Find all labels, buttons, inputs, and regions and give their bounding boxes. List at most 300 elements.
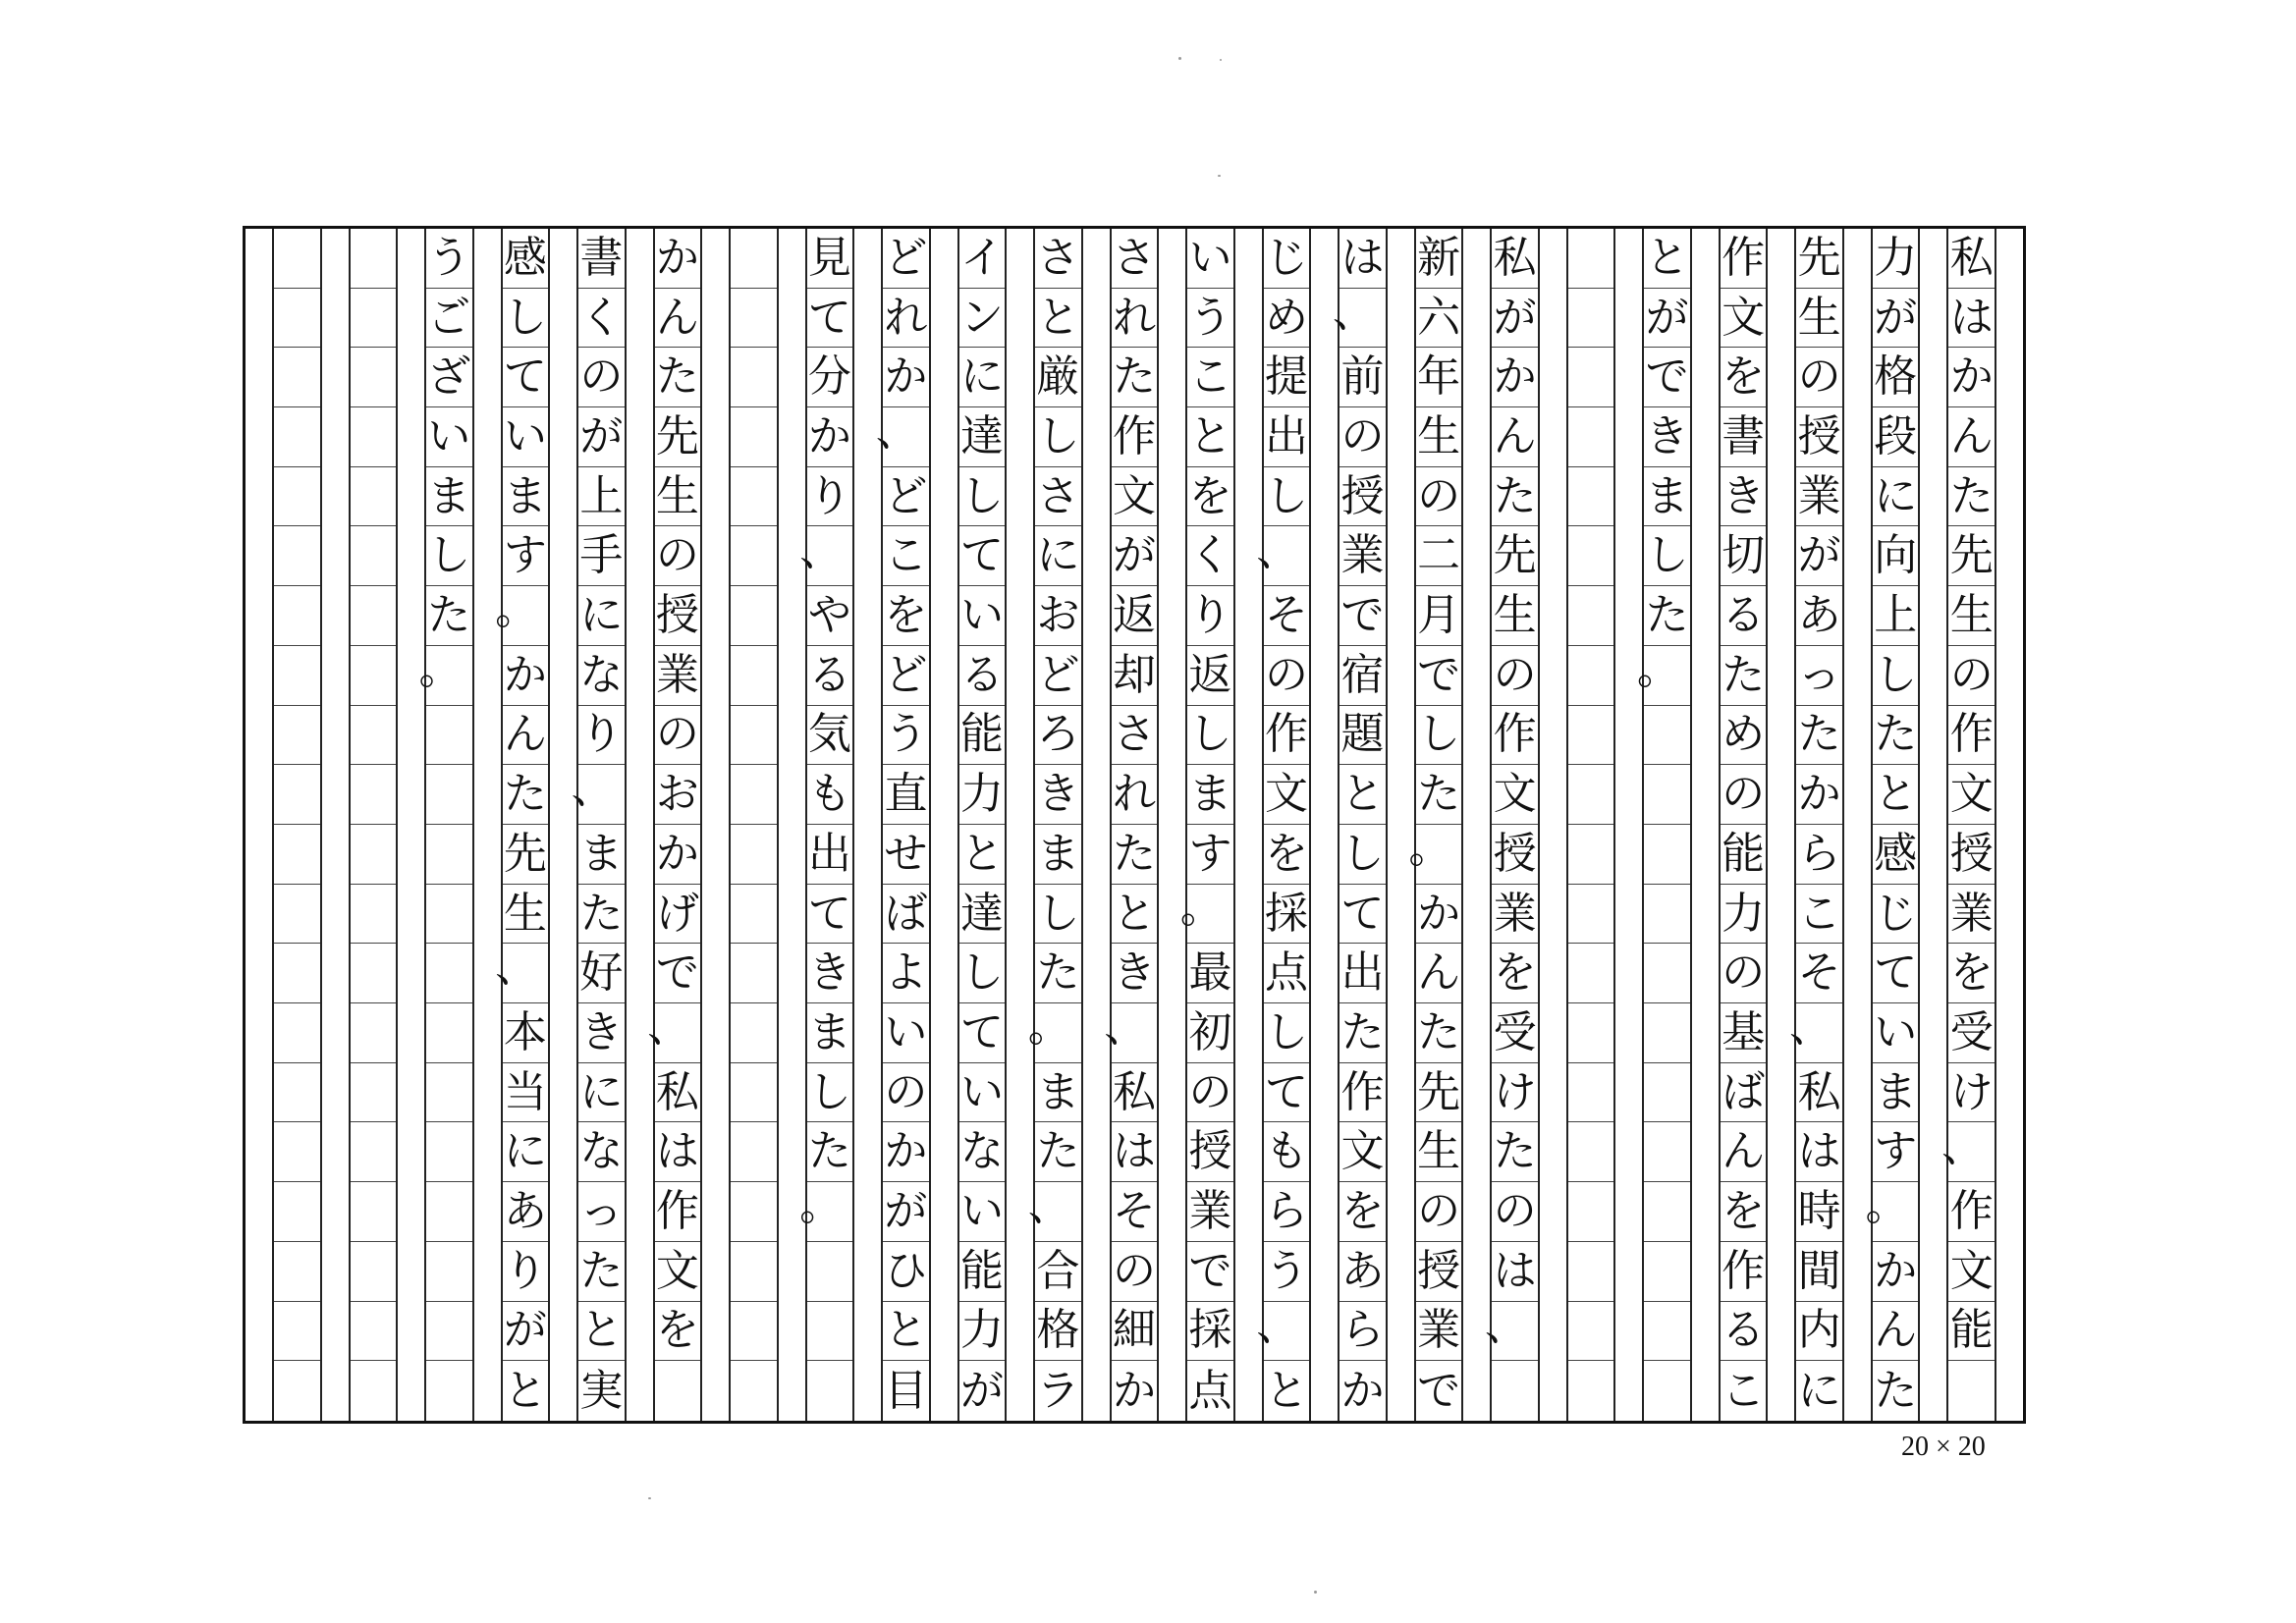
- manuscript-cell: の: [883, 1063, 929, 1123]
- manuscript-cell: 感: [1873, 825, 1919, 885]
- manuscript-cell: 出: [1339, 944, 1386, 1003]
- manuscript-cell: [351, 825, 397, 885]
- manuscript-cell: れ: [1112, 289, 1158, 349]
- manuscript-cell: ま: [426, 467, 472, 527]
- manuscript-cell: 見: [807, 229, 853, 289]
- manuscript-cell: 書: [578, 229, 625, 289]
- manuscript-cell: 力: [959, 765, 1006, 825]
- manuscript-cell: 。: [1187, 885, 1233, 945]
- manuscript-cell: な: [578, 1123, 625, 1183]
- manuscript-cell: し: [1416, 706, 1462, 766]
- manuscript-cell: そ: [1264, 586, 1310, 646]
- manuscript-cell: ば: [1721, 1063, 1767, 1123]
- manuscript-cell: 授: [1796, 407, 1842, 467]
- manuscript-cell: [1568, 706, 1614, 766]
- manuscript-cell: の: [1796, 348, 1842, 407]
- manuscript-cell: [731, 706, 777, 766]
- manuscript-cell: で: [1187, 1242, 1233, 1302]
- manuscript-cell: 却: [1112, 646, 1158, 706]
- manuscript-column: [1179, 229, 1235, 1421]
- manuscript-cell: か: [807, 407, 853, 467]
- manuscript-cell: け: [1492, 1063, 1538, 1123]
- manuscript-cell: を: [1492, 944, 1538, 1003]
- manuscript-cell: ん: [655, 289, 701, 349]
- manuscript-cell: [1568, 1302, 1614, 1362]
- manuscript-cell: 授: [1339, 467, 1386, 527]
- manuscript-cell: た: [1873, 706, 1919, 766]
- manuscript-cell: た: [426, 586, 472, 646]
- manuscript-cell: ど: [883, 646, 929, 706]
- manuscript-cell: ど: [883, 467, 929, 527]
- manuscript-cell: ま: [503, 467, 549, 527]
- manuscript-column: [1484, 229, 1540, 1421]
- manuscript-column: [729, 229, 779, 1421]
- manuscript-cell: と: [1873, 765, 1919, 825]
- manuscript-cell: は: [1112, 1123, 1158, 1183]
- manuscript-cell: [1568, 1242, 1614, 1302]
- manuscript-cell: の: [1721, 944, 1767, 1003]
- manuscript-cell: 文: [1492, 765, 1538, 825]
- manuscript-cell: 先: [1492, 527, 1538, 587]
- manuscript-cell: [426, 1063, 472, 1123]
- manuscript-cell: 作: [1721, 1242, 1767, 1302]
- manuscript-cell: 文: [655, 1242, 701, 1302]
- manuscript-cell: か: [655, 825, 701, 885]
- manuscript-cell: 月: [1416, 586, 1462, 646]
- manuscript-cell: 、: [1339, 289, 1386, 349]
- manuscript-cell: [1568, 229, 1614, 289]
- manuscript-cell: [426, 706, 472, 766]
- manuscript-cell: ま: [1644, 467, 1690, 527]
- manuscript-cell: る: [1721, 586, 1767, 646]
- manuscript-cell: 分: [807, 348, 853, 407]
- manuscript-cell: に: [578, 586, 625, 646]
- manuscript-cell: 文: [1112, 467, 1158, 527]
- manuscript-cell: 点: [1264, 944, 1310, 1003]
- manuscript-cell: で: [1644, 348, 1690, 407]
- manuscript-cell: り: [578, 706, 625, 766]
- manuscript-cell: ラ: [1036, 1365, 1080, 1416]
- manuscript-cell: が: [1112, 527, 1158, 587]
- manuscript-column: [957, 229, 1008, 1421]
- manuscript-cell: [1948, 1361, 1995, 1421]
- manuscript-cell: こ: [1187, 348, 1233, 407]
- manuscript-cell: [807, 1361, 853, 1421]
- manuscript-cell: ま: [1873, 1063, 1919, 1123]
- manuscript-cell: [1568, 1003, 1614, 1063]
- manuscript-cell: た: [1339, 1003, 1386, 1063]
- manuscript-cell: 文: [1339, 1123, 1386, 1183]
- manuscript-cell: [731, 1123, 777, 1183]
- manuscript-cell: げ: [655, 885, 701, 945]
- manuscript-cell: こ: [883, 527, 929, 587]
- manuscript-cell: し: [1187, 706, 1233, 766]
- manuscript-cell: と: [1112, 885, 1158, 945]
- manuscript-cell: 文: [1948, 1242, 1995, 1302]
- manuscript-cell: [274, 1361, 320, 1421]
- manuscript-cell: し: [426, 527, 472, 587]
- manuscript-cell: [274, 467, 320, 527]
- manuscript-cell: た: [1492, 1123, 1538, 1183]
- manuscript-cell: 、: [807, 527, 853, 587]
- manuscript-cell: し: [959, 467, 1006, 527]
- manuscript-cell: [274, 527, 320, 587]
- manuscript-cell: 力: [1873, 229, 1919, 289]
- manuscript-cell: と: [1339, 765, 1386, 825]
- manuscript-column: [1865, 229, 1921, 1421]
- manuscript-column: [1027, 229, 1083, 1421]
- manuscript-cell: 生: [503, 885, 549, 945]
- manuscript-cell: ば: [883, 885, 929, 945]
- manuscript-cell: か: [1796, 765, 1842, 825]
- manuscript-cell: た: [578, 885, 625, 945]
- manuscript-cell: め: [1721, 706, 1767, 766]
- manuscript-cell: [731, 1063, 777, 1123]
- scan-speck: [1314, 1591, 1317, 1594]
- manuscript-cell: [351, 1302, 397, 1362]
- manuscript-cell: 二: [1416, 527, 1462, 587]
- manuscript-cell: [1568, 586, 1614, 646]
- manuscript-cell: す: [1187, 825, 1233, 885]
- manuscript-cell: と: [1265, 1365, 1309, 1416]
- manuscript-cell: を: [1264, 825, 1310, 885]
- manuscript-cell: が: [883, 1182, 929, 1242]
- manuscript-cell: 業: [1416, 1302, 1462, 1362]
- manuscript-cell: 実: [579, 1365, 624, 1416]
- manuscript-cell: 。: [426, 646, 472, 706]
- manuscript-cell: 手: [578, 527, 625, 587]
- manuscript-cell: 授: [1416, 1242, 1462, 1302]
- manuscript-cell: い: [883, 1003, 929, 1063]
- manuscript-cell: [1492, 1361, 1538, 1421]
- manuscript-cell: ど: [1035, 646, 1081, 706]
- manuscript-cell: た: [1644, 586, 1690, 646]
- manuscript-cell: [351, 586, 397, 646]
- manuscript-cell: う: [1187, 289, 1233, 349]
- manuscript-cell: 間: [1796, 1242, 1842, 1302]
- manuscript-cell: 先: [1948, 527, 1995, 587]
- manuscript-cell: く: [1187, 527, 1233, 587]
- manuscript-cell: 上: [1873, 586, 1919, 646]
- manuscript-cell: 授: [1492, 825, 1538, 885]
- manuscript-cell: 業: [655, 646, 701, 706]
- manuscript-cell: あ: [1796, 586, 1842, 646]
- manuscript-cell: さ: [1035, 229, 1081, 289]
- scan-speck: [648, 1497, 651, 1499]
- manuscript-cell: き: [1721, 467, 1767, 527]
- manuscript-cell: き: [1035, 765, 1081, 825]
- manuscript-cell: せ: [883, 825, 929, 885]
- manuscript-cell: の: [1187, 1063, 1233, 1123]
- manuscript-cell: 私: [1796, 1063, 1842, 1123]
- manuscript-column: [272, 229, 322, 1421]
- manuscript-cell: [1644, 885, 1690, 945]
- manuscript-cell: ん: [1721, 1123, 1767, 1183]
- manuscript-cell: 私: [1112, 1063, 1158, 1123]
- manuscript-cell: 題: [1339, 706, 1386, 766]
- manuscript-cell: 授: [655, 586, 701, 646]
- manuscript-cell: [274, 1123, 320, 1183]
- manuscript-cell: [274, 1302, 320, 1362]
- manuscript-cell: [274, 229, 320, 289]
- manuscript-cell: は: [1796, 1123, 1842, 1183]
- manuscript-cell: 。: [1873, 1182, 1919, 1242]
- manuscript-cell: [274, 586, 320, 646]
- manuscript-column: [571, 229, 627, 1421]
- manuscript-cell: 生: [655, 467, 701, 527]
- manuscript-cell: [274, 646, 320, 706]
- manuscript-cell: [1644, 765, 1690, 825]
- manuscript-cell: り: [807, 467, 853, 527]
- manuscript-cell: [274, 348, 320, 407]
- manuscript-column: [1408, 229, 1464, 1421]
- manuscript-cell: 生: [1492, 586, 1538, 646]
- manuscript-column: [1256, 229, 1312, 1421]
- manuscript-cell: 文: [1264, 765, 1310, 825]
- manuscript-cell: ら: [1264, 1182, 1310, 1242]
- manuscript-cell: の: [1112, 1242, 1158, 1302]
- manuscript-cell: ン: [959, 289, 1006, 349]
- manuscript-cell: 生: [1796, 289, 1842, 349]
- manuscript-cell: [1568, 646, 1614, 706]
- manuscript-cell: 、: [883, 407, 929, 467]
- manuscript-cell: 気: [807, 706, 853, 766]
- manuscript-cell: い: [1187, 229, 1233, 289]
- manuscript-cell: [731, 1361, 777, 1421]
- manuscript-cell: め: [1264, 289, 1310, 349]
- manuscript-cell: 、: [1492, 1302, 1538, 1362]
- manuscript-cell: て: [503, 348, 549, 407]
- manuscript-cell: 、: [1948, 1123, 1995, 1183]
- manuscript-cell: は: [1339, 229, 1386, 289]
- manuscript-column: [1719, 229, 1769, 1421]
- manuscript-cell: [274, 1182, 320, 1242]
- manuscript-cell: 採: [1264, 885, 1310, 945]
- manuscript-cell: 、: [1035, 1182, 1081, 1242]
- manuscript-cell: た: [655, 348, 701, 407]
- manuscript-cell: た: [578, 1242, 625, 1302]
- manuscript-cell: [1644, 1003, 1690, 1063]
- manuscript-cell: ど: [883, 229, 929, 289]
- manuscript-cell: 年: [1416, 348, 1462, 407]
- manuscript-cell: [1644, 1302, 1690, 1362]
- manuscript-cell: か: [1416, 885, 1462, 945]
- manuscript-cell: ろ: [1035, 706, 1081, 766]
- manuscript-cell: が: [1644, 289, 1690, 349]
- manuscript-cell: [731, 348, 777, 407]
- manuscript-cell: い: [959, 586, 1006, 646]
- manuscript-cell: ら: [1796, 825, 1842, 885]
- manuscript-column: [1941, 229, 1996, 1421]
- manuscript-cell: 感: [503, 229, 549, 289]
- manuscript-cell: 文: [1948, 765, 1995, 825]
- manuscript-cell: る: [807, 646, 853, 706]
- manuscript-cell: [1568, 467, 1614, 527]
- scan-speck: [1218, 175, 1221, 177]
- manuscript-cell: い: [959, 1063, 1006, 1123]
- manuscript-cell: 返: [1187, 646, 1233, 706]
- manuscript-cell: た: [1948, 467, 1995, 527]
- manuscript-cell: [274, 1063, 320, 1123]
- manuscript-cell: [351, 885, 397, 945]
- manuscript-cell: し: [503, 289, 549, 349]
- manuscript-cell: [426, 885, 472, 945]
- manuscript-cell: 目: [884, 1365, 928, 1416]
- manuscript-cell: て: [1873, 944, 1919, 1003]
- manuscript-cell: を: [655, 1302, 701, 1362]
- manuscript-cell: [731, 1003, 777, 1063]
- manuscript-cell: [1644, 1063, 1690, 1123]
- manuscript-cell: 向: [1873, 527, 1919, 587]
- manuscript-cell: と: [959, 825, 1006, 885]
- manuscript-cell: い: [1873, 1003, 1919, 1063]
- manuscript-cell: し: [1035, 885, 1081, 945]
- manuscript-cell: 、: [1264, 527, 1310, 587]
- manuscript-cell: [731, 944, 777, 1003]
- manuscript-cell: す: [503, 527, 549, 587]
- manuscript-cell: し: [807, 1063, 853, 1123]
- manuscript-cell: で: [1417, 1365, 1461, 1416]
- manuscript-cell: 授: [1187, 1123, 1233, 1183]
- manuscript-cell: た: [1112, 348, 1158, 407]
- manuscript-cell: 、: [655, 1003, 701, 1063]
- manuscript-cell: [274, 885, 320, 945]
- manuscript-cell: 段: [1873, 407, 1919, 467]
- manuscript-cell: 業: [1339, 527, 1386, 587]
- manuscript-cell: て: [1264, 1063, 1310, 1123]
- manuscript-cell: た: [1492, 467, 1538, 527]
- manuscript-cell: [274, 706, 320, 766]
- manuscript-cell: い: [959, 1182, 1006, 1242]
- manuscript-cell: 、: [1796, 1003, 1842, 1063]
- manuscript-cell: 直: [883, 765, 929, 825]
- manuscript-cell: 生: [1948, 586, 1995, 646]
- manuscript-cell: が: [578, 407, 625, 467]
- manuscript-cell: [1644, 944, 1690, 1003]
- manuscript-cell: こ: [1796, 885, 1842, 945]
- manuscript-cell: す: [1873, 1123, 1919, 1183]
- manuscript-cell: に: [1035, 527, 1081, 587]
- manuscript-cell: 生: [1416, 407, 1462, 467]
- manuscript-cell: て: [1339, 885, 1386, 945]
- manuscript-cell: 当: [503, 1063, 549, 1123]
- manuscript-cell: 先: [655, 407, 701, 467]
- manuscript-cell: を: [1339, 1182, 1386, 1242]
- manuscript-cell: っ: [1796, 646, 1842, 706]
- manuscript-cell: [351, 407, 397, 467]
- manuscript-cell: 時: [1796, 1182, 1842, 1242]
- manuscript-cell: を: [1721, 348, 1767, 407]
- manuscript-cell: 先: [1416, 1063, 1462, 1123]
- manuscript-cell: [351, 765, 397, 825]
- manuscript-cell: [274, 825, 320, 885]
- manuscript-column: [647, 229, 703, 1421]
- manuscript-cell: 出: [807, 825, 853, 885]
- manuscript-column: [1104, 229, 1160, 1421]
- manuscript-column: [1566, 229, 1616, 1421]
- manuscript-cell: 出: [1264, 407, 1310, 467]
- manuscript-cell: ま: [1035, 1063, 1081, 1123]
- manuscript-cell: あ: [503, 1182, 549, 1242]
- manuscript-cell: に: [503, 1123, 549, 1183]
- manuscript-cell: て: [807, 289, 853, 349]
- manuscript-cell: [1568, 1063, 1614, 1123]
- manuscript-cell: が: [1492, 289, 1538, 349]
- manuscript-cell: あ: [1339, 1242, 1386, 1302]
- manuscript-cell: [1568, 527, 1614, 587]
- manuscript-cell: っ: [578, 1182, 625, 1242]
- manuscript-cell: 作: [655, 1182, 701, 1242]
- manuscript-cell: [655, 1361, 701, 1421]
- manuscript-cell: 内: [1796, 1302, 1842, 1362]
- manuscript-cell: が: [1873, 289, 1919, 349]
- manuscript-cell: に: [1797, 1365, 1841, 1416]
- manuscript-cell: [1568, 407, 1614, 467]
- manuscript-cell: [426, 944, 472, 1003]
- manuscript-cell: し: [1264, 1003, 1310, 1063]
- manuscript-cell: と: [578, 1302, 625, 1362]
- manuscript-cell: [426, 1003, 472, 1063]
- manuscript-cell: イ: [959, 229, 1006, 289]
- manuscript-column: [1788, 229, 1844, 1421]
- manuscript-cell: 業: [1948, 885, 1995, 945]
- manuscript-cell: う: [883, 706, 929, 766]
- manuscript-cell: き: [1112, 944, 1158, 1003]
- manuscript-cell: [1644, 1242, 1690, 1302]
- manuscript-cell: を: [1187, 467, 1233, 527]
- manuscript-cell: [351, 467, 397, 527]
- manuscript-cell: [731, 646, 777, 706]
- manuscript-cell: に: [578, 1063, 625, 1123]
- manuscript-cell: た: [1721, 646, 1767, 706]
- manuscript-column: [418, 229, 474, 1421]
- scan-speck: [1220, 59, 1222, 61]
- manuscript-cell: [274, 944, 320, 1003]
- manuscript-cell: [351, 1123, 397, 1183]
- manuscript-cell: 能: [1721, 825, 1767, 885]
- manuscript-cell: [1644, 1123, 1690, 1183]
- manuscript-cell: 。: [503, 586, 549, 646]
- manuscript-cell: の: [578, 348, 625, 407]
- manuscript-cell: [351, 646, 397, 706]
- manuscript-cell: り: [503, 1242, 549, 1302]
- manuscript-cell: て: [959, 1003, 1006, 1063]
- manuscript-cell: [274, 407, 320, 467]
- manuscript-cell: る: [959, 646, 1006, 706]
- manuscript-cell: 書: [1721, 407, 1767, 467]
- manuscript-cell: 本: [503, 1003, 549, 1063]
- manuscript-cell: 宿: [1339, 646, 1386, 706]
- manuscript-cell: こ: [1722, 1365, 1766, 1416]
- scan-speck: [1178, 57, 1181, 60]
- manuscript-cell: [351, 289, 397, 349]
- manuscript-cell: が: [503, 1302, 549, 1362]
- manuscript-grid: [243, 226, 2026, 1424]
- manuscript-cell: の: [655, 706, 701, 766]
- manuscript-column: [495, 229, 551, 1421]
- manuscript-cell: [351, 229, 397, 289]
- manuscript-cell: き: [1644, 407, 1690, 467]
- manuscript-cell: 文: [1721, 289, 1767, 349]
- manuscript-cell: 能: [959, 1242, 1006, 1302]
- manuscript-cell: 私: [1948, 229, 1995, 289]
- manuscript-cell: [1568, 825, 1614, 885]
- manuscript-cell: [426, 1302, 472, 1362]
- manuscript-cell: て: [959, 527, 1006, 587]
- manuscript-cell: を: [1948, 944, 1995, 1003]
- manuscript-cell: 提: [1264, 348, 1310, 407]
- manuscript-cell: 達: [959, 885, 1006, 945]
